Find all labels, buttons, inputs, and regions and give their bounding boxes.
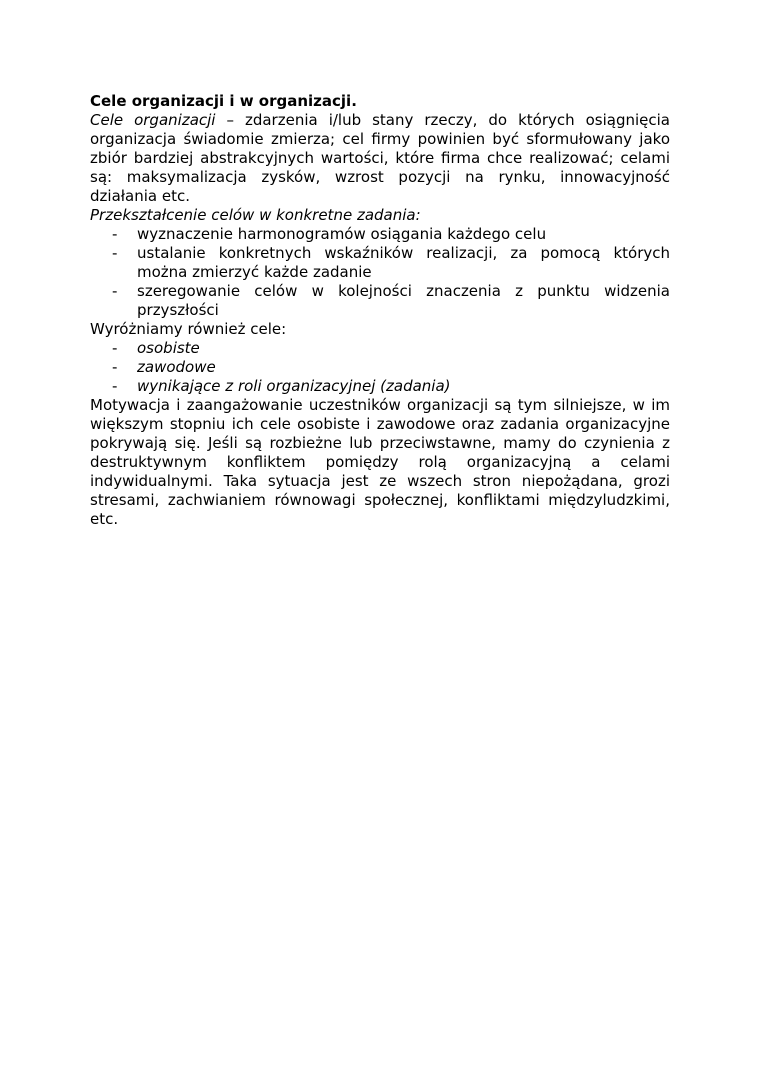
list-item-text: wynikające z roli organizacyjnej (zadania) bbox=[137, 377, 451, 395]
list-item-text: szeregowanie celów w kolejności znaczenia z punktu widzenia przyszłości bbox=[137, 282, 670, 319]
transformation-list bbox=[90, 225, 670, 320]
goals-heading: Wyróżniamy również cele: bbox=[90, 320, 287, 338]
dash-bullet: - bbox=[112, 377, 118, 395]
dash-bullet: - bbox=[112, 225, 118, 243]
list-item bbox=[90, 377, 670, 396]
list-item bbox=[90, 339, 670, 358]
goals-list bbox=[90, 339, 670, 396]
list-item-text: ustalanie konkretnych wskaźników realizacji, za pomocą których można zmierzyć każde zadanie bbox=[137, 244, 670, 281]
list-item bbox=[90, 225, 670, 244]
list-item-text: zawodowe bbox=[137, 358, 216, 376]
list-item bbox=[90, 244, 670, 282]
motivation-paragraph: Motywacja i zaangażowanie uczestników organizacji są tym silniejsze, w im większym stopniu ich cele osobiste i zawodowe oraz zadania organizacyjne pokrywają się. Jeśli są rozbieżne lub przeciwstawne, mamy do czynienia z destruktywnym konfliktem pomiędzy rolą organizacyjną a celami indywidualnymi. Taka sytuacja jest ze wszech stron niepożądana, grozi stresami, zachwianiem równowagi społecznej, konfliktami międzyludzkimi, etc. bbox=[90, 396, 670, 528]
document-title: Cele organizacji i w organizacji. bbox=[90, 92, 357, 110]
dash-bullet: - bbox=[112, 339, 118, 357]
list-item bbox=[90, 358, 670, 377]
definition-term: Cele organizacji bbox=[90, 111, 216, 129]
dash-bullet: - bbox=[112, 282, 118, 300]
dash-bullet: - bbox=[112, 358, 118, 376]
definition-text: – zdarzenia i/lub stany rzeczy, do których osiągnięcia organizacja świadomie zmierza; cel firmy powinien być sformułowany jako zbiór bardziej abstrakcyjnych wartości, które firma chce realizować; celami są: maksymalizacja zysków, wzrost pozycji na rynku, innowacyjność działania etc. bbox=[90, 111, 671, 205]
document-page bbox=[90, 92, 670, 529]
definition-paragraph bbox=[90, 111, 670, 206]
list-item-text: osobiste bbox=[137, 339, 200, 357]
list-item-text: wyznaczenie harmonogramów osiągania każdego celu bbox=[137, 225, 547, 243]
list-item bbox=[90, 282, 670, 320]
dash-bullet: - bbox=[112, 244, 118, 262]
transformation-heading: Przekształcenie celów w konkretne zadania: bbox=[90, 206, 421, 224]
